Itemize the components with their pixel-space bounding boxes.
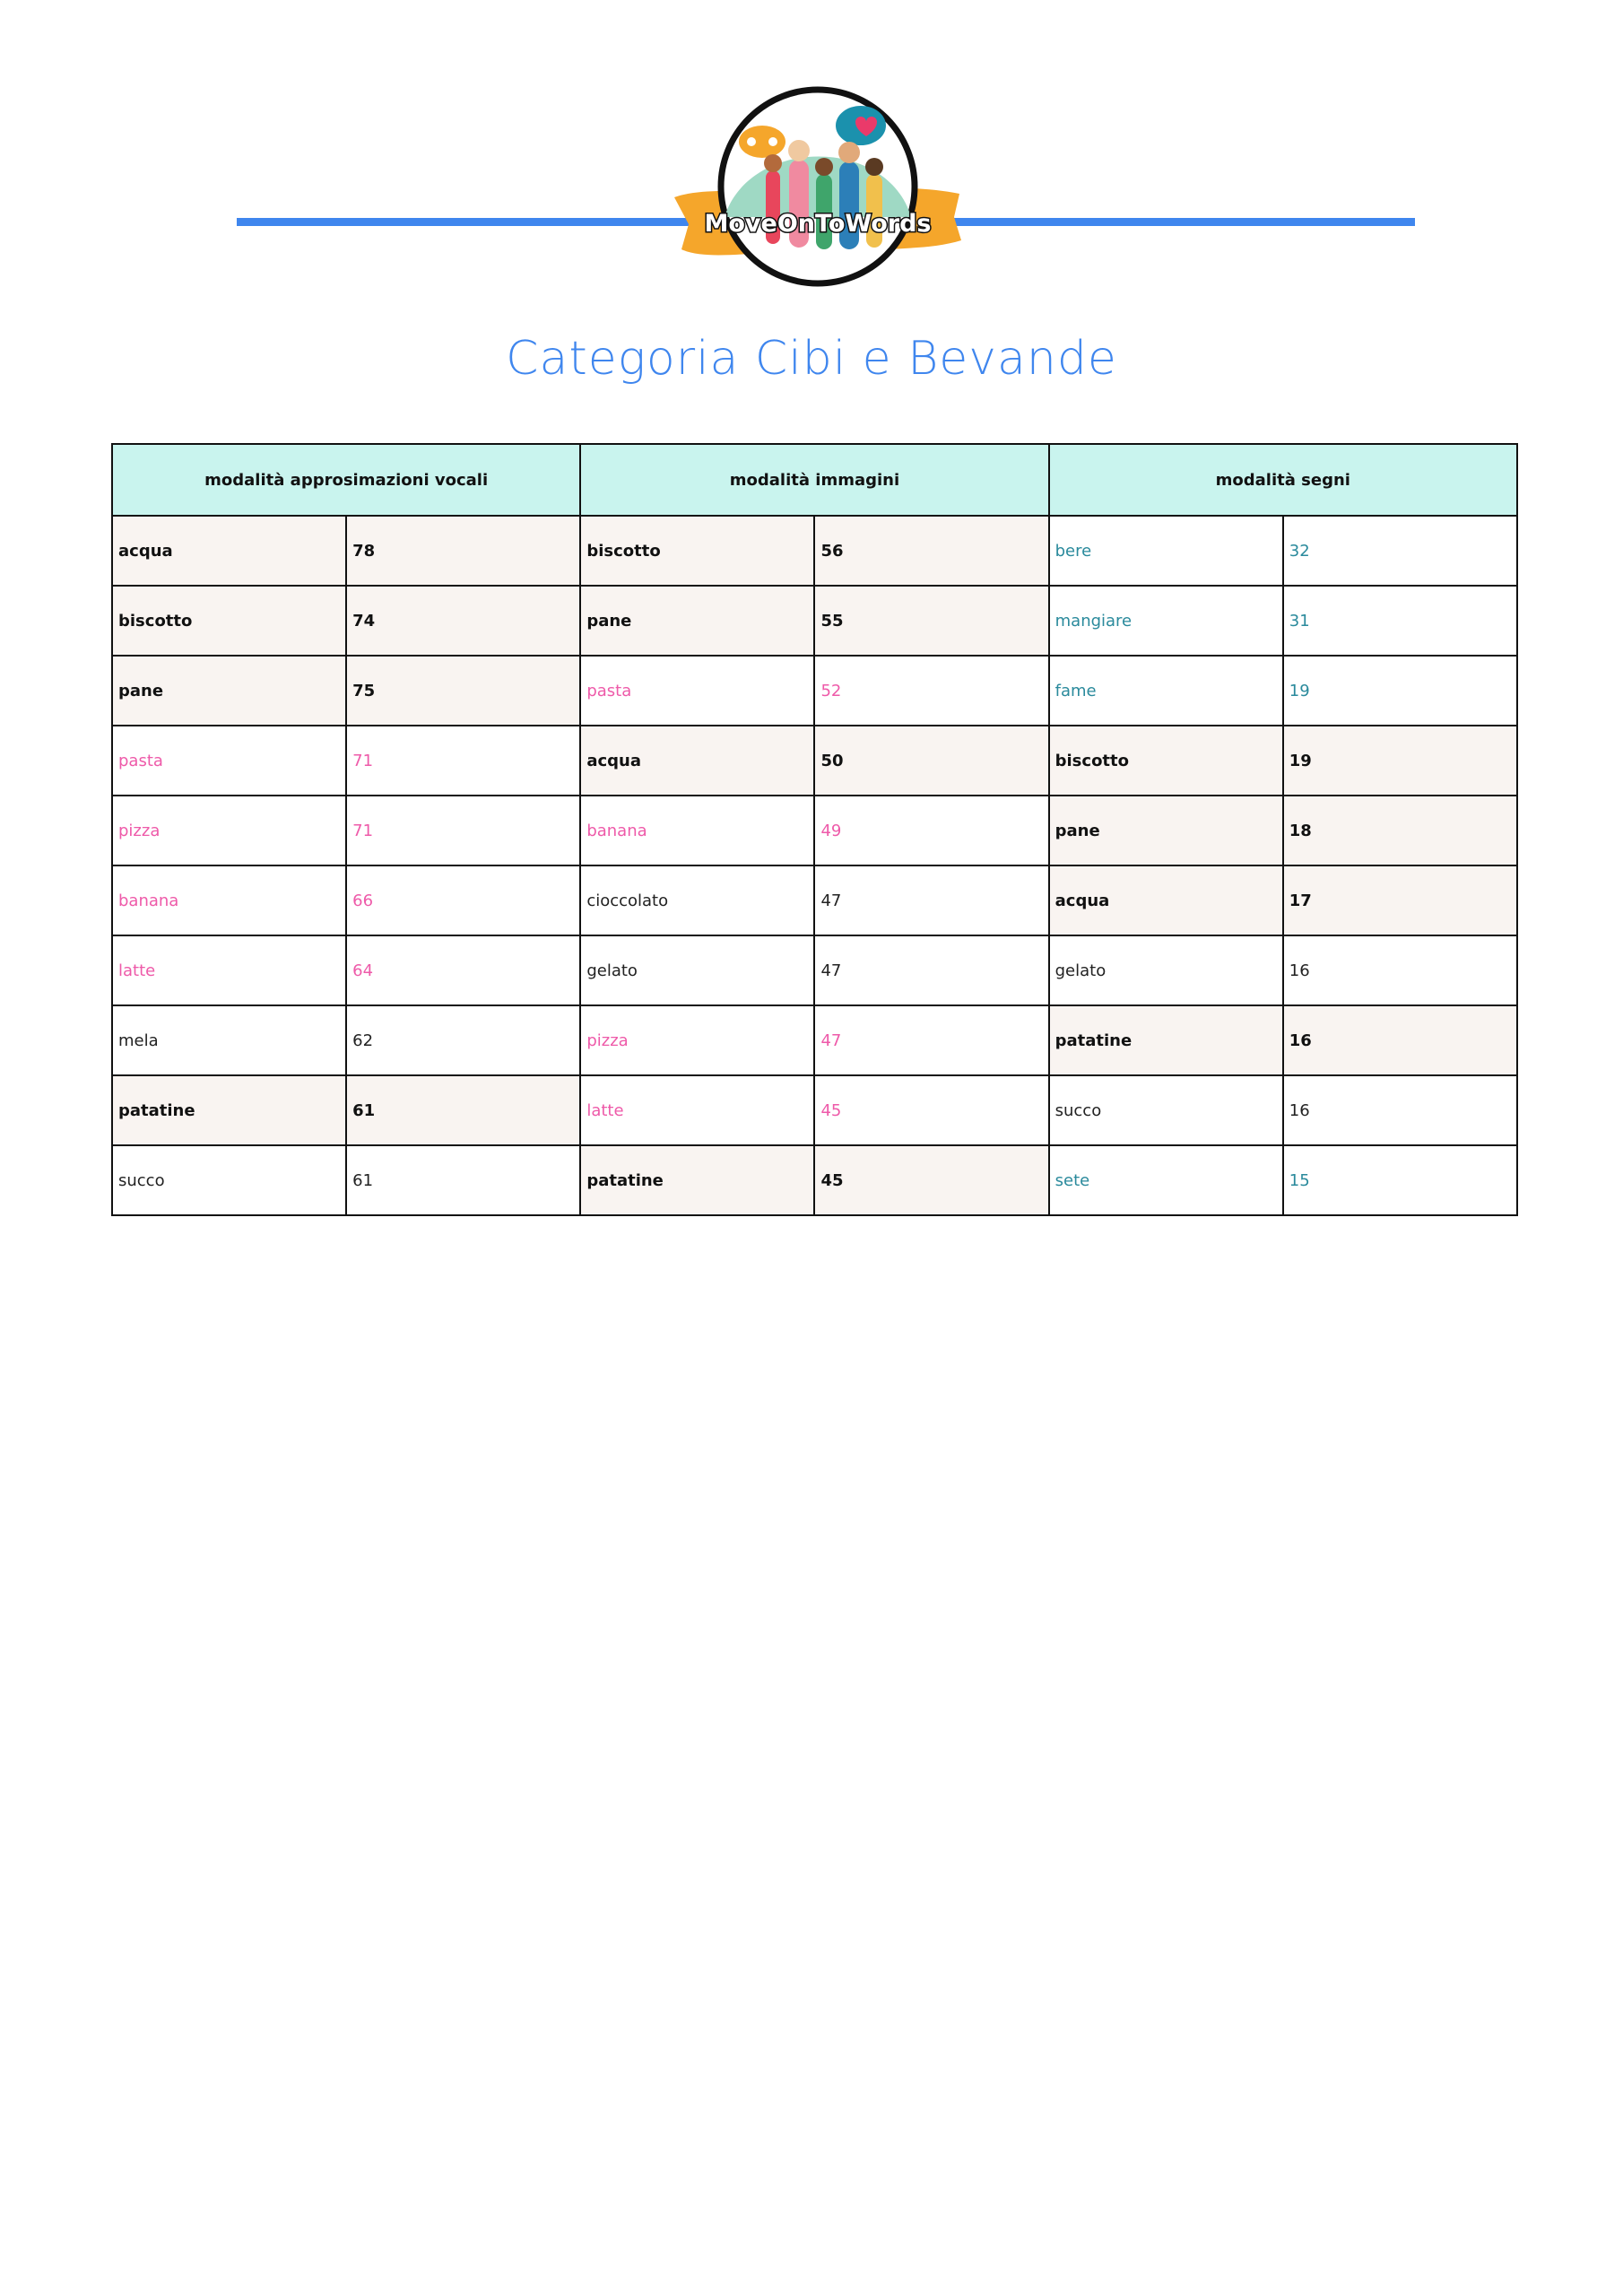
vocal-count-cell: 64	[346, 935, 580, 1005]
table-row	[112, 1075, 1517, 1145]
signs-word-cell: succo	[1049, 1075, 1283, 1145]
speech-bubble-icon	[739, 126, 785, 158]
images-count-cell: 47	[814, 865, 1048, 935]
signs-word-cell: gelato	[1049, 935, 1283, 1005]
vocal-count-cell: 78	[346, 516, 580, 586]
food-frequency-table	[111, 443, 1518, 1216]
images-word-cell: gelato	[580, 935, 814, 1005]
vocal-word-cell: pane	[112, 656, 346, 726]
table-header-row	[112, 444, 1517, 516]
images-count-cell: 45	[814, 1075, 1048, 1145]
signs-count-cell: 16	[1283, 1075, 1517, 1145]
signs-count-cell: 19	[1283, 656, 1517, 726]
images-count-cell: 47	[814, 1005, 1048, 1075]
images-count-cell: 55	[814, 586, 1048, 656]
images-word-cell: biscotto	[580, 516, 814, 586]
signs-count-cell: 32	[1283, 516, 1517, 586]
header-signs: modalità segni	[1049, 444, 1517, 516]
table-row	[112, 726, 1517, 796]
images-count-cell: 50	[814, 726, 1048, 796]
vocal-word-cell: patatine	[112, 1075, 346, 1145]
images-count-cell: 52	[814, 656, 1048, 726]
vocal-count-cell: 71	[346, 726, 580, 796]
vocal-word-cell: banana	[112, 865, 346, 935]
signs-count-cell: 17	[1283, 865, 1517, 935]
signs-word-cell: pane	[1049, 796, 1283, 865]
images-word-cell: acqua	[580, 726, 814, 796]
images-count-cell: 47	[814, 935, 1048, 1005]
signs-word-cell: fame	[1049, 656, 1283, 726]
signs-word-cell: sete	[1049, 1145, 1283, 1215]
moveontowords-logo	[664, 83, 968, 298]
signs-count-cell: 19	[1283, 726, 1517, 796]
signs-count-cell: 16	[1283, 935, 1517, 1005]
vocal-count-cell: 75	[346, 656, 580, 726]
vocal-count-cell: 61	[346, 1075, 580, 1145]
table-row	[112, 1005, 1517, 1075]
vocal-word-cell: biscotto	[112, 586, 346, 656]
vocal-count-cell: 74	[346, 586, 580, 656]
signs-word-cell: mangiare	[1049, 586, 1283, 656]
images-word-cell: cioccolato	[580, 865, 814, 935]
vocal-word-cell: pasta	[112, 726, 346, 796]
vocal-count-cell: 71	[346, 796, 580, 865]
header-rule-right	[915, 218, 1415, 226]
svg-text:MoveOnToWords: MoveOnToWords	[704, 210, 932, 238]
images-word-cell: pasta	[580, 656, 814, 726]
vocal-word-cell: succo	[112, 1145, 346, 1215]
header-rule-left	[237, 218, 730, 226]
vocal-count-cell: 66	[346, 865, 580, 935]
images-count-cell: 56	[814, 516, 1048, 586]
signs-word-cell: bere	[1049, 516, 1283, 586]
table-row	[112, 516, 1517, 586]
table-row	[112, 935, 1517, 1005]
images-count-cell: 45	[814, 1145, 1048, 1215]
vocal-count-cell: 61	[346, 1145, 580, 1215]
header-images: modalità immagini	[580, 444, 1048, 516]
signs-count-cell: 16	[1283, 1005, 1517, 1075]
images-word-cell: pane	[580, 586, 814, 656]
signs-word-cell: patatine	[1049, 1005, 1283, 1075]
signs-count-cell: 31	[1283, 586, 1517, 656]
vocal-word-cell: latte	[112, 935, 346, 1005]
vocal-word-cell: acqua	[112, 516, 346, 586]
signs-count-cell: 15	[1283, 1145, 1517, 1215]
table-row	[112, 865, 1517, 935]
table-row	[112, 1145, 1517, 1215]
vocal-word-cell: pizza	[112, 796, 346, 865]
images-word-cell: patatine	[580, 1145, 814, 1215]
table-row	[112, 586, 1517, 656]
signs-count-cell: 18	[1283, 796, 1517, 865]
images-word-cell: pizza	[580, 1005, 814, 1075]
images-word-cell: banana	[580, 796, 814, 865]
vocal-word-cell: mela	[112, 1005, 346, 1075]
page-title: Categoria Cibi e Bevande	[506, 332, 1117, 386]
table-row	[112, 796, 1517, 865]
images-word-cell: latte	[580, 1075, 814, 1145]
vocal-count-cell: 62	[346, 1005, 580, 1075]
header-vocal: modalità approsimazioni vocali	[112, 444, 580, 516]
signs-word-cell: biscotto	[1049, 726, 1283, 796]
table-row	[112, 656, 1517, 726]
images-count-cell: 49	[814, 796, 1048, 865]
signs-word-cell: acqua	[1049, 865, 1283, 935]
